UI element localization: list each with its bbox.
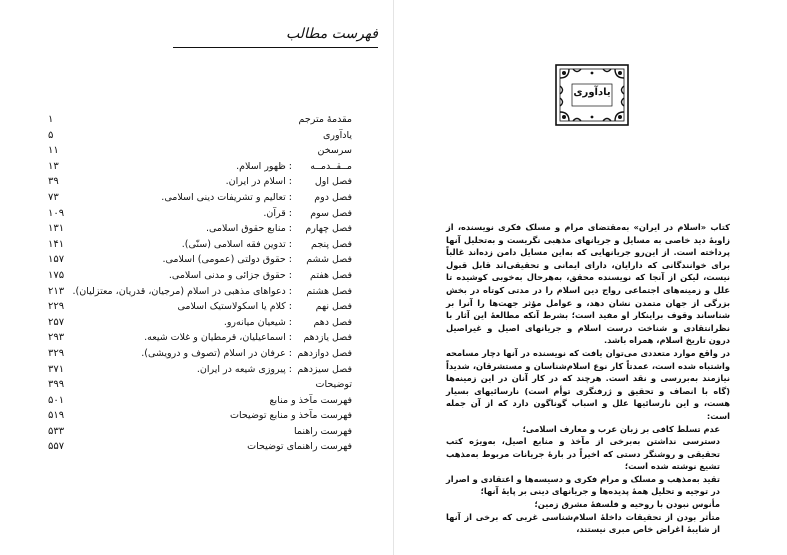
toc-chapter-title: : دعواهای مذهبی در اسلام (مرجیان، قدریان، معتزلیان). xyxy=(72,285,292,297)
toc-entry xyxy=(0,221,393,237)
toc-page-number: ۱۱ xyxy=(48,145,59,157)
toc-page-number: ۱۵۷ xyxy=(48,254,65,266)
toc-title: فهرست مآخذ و منابع xyxy=(269,394,352,406)
toc-chapter-label: فصل سیزدهم xyxy=(297,363,352,375)
paragraph: در واقع موارد متعددی می‌توان یافت که نویسنده در آنها دچار مسامحه واشتباه شده است، عمدتاً کار نوع اسلام‌شناسان و مستشرقان، شدیداً نیازمند به‌بررسی و نقد است. هرچند که در کار آنان در این زمینه‌ها (گاه با انصاف و تحقیق و ژرفنگری توأم است) نارسائیهای بسیار هست، و این نارسائیها علل و اسباب گوناگون دارد که از آن جمله است: xyxy=(446,347,730,421)
body-text xyxy=(446,221,730,536)
toc-chapter-label: فصل یازدهم xyxy=(303,332,352,344)
toc-entry xyxy=(0,190,393,206)
toc-page-number: ۳۹ xyxy=(48,176,59,188)
paragraph: تقید به‌مذهب و مسلک و مرام فکری و دسیسه‌ها و اعتقادی و اصرار در توجیه و تحلیل همهٔ پدیده‌ها و جریانهای دینی بر پایهٔ آنها؛ xyxy=(446,473,720,497)
paragraph: کتاب «اسلام در ایران» به‌مقتضای مرام و مسلک فکری نویسنده، از زاویهٔ دید خاصی به مسایل و جریانهای مذهبی نگریست و به‌تحلیل آنها پرداخته است. از این‌رو جریانهایی که به‌این مسایل دامن زده‌اند غالباً برای خوانندگانی که دارایان، دارای ایمانی و تحقیقی‌اند قابل قبول نیست، لیکن از آنجا که نویسنده محقق، به‌هرحال به‌خوبی کوشیده تا علل و زمینه‌های اجتماعی رواج دین اسلام را در مدتی کوتاه در بخش بزرگی از جهان متمدن نشان دهد، و عوامل مؤثر جهت‌ها را آنرا بر شناساند وقوف براینکار او مفید است؛ بشرط آنکه مطالعهٔ این آثار با نظرانتقادی و شناخت درست اسلام و جریانهای اصیل و غیراصیل درون تاریخ اسلام، همراه باشد. xyxy=(446,222,730,346)
toc-page-number: ۳۷۱ xyxy=(48,363,65,375)
toc-page-number: ۱۷۵ xyxy=(48,269,65,281)
toc-chapter-title: : کلام یا اسکولاستیک اسلامی xyxy=(177,301,292,313)
paragraph: متأثر بودن از تحقیقات داخلهٔ اسلام‌شناسی غربی که برخی از آنها از شایبهٔ اغراض خاص مبری نیستند، xyxy=(446,511,720,535)
toc-chapter-label: فصل چهارم xyxy=(305,223,352,235)
toc-chapter-label: فصل هشتم xyxy=(306,285,352,297)
toc-entry xyxy=(0,424,393,440)
toc-entry xyxy=(0,377,393,393)
toc-page-number: ۱۳۱ xyxy=(48,223,65,235)
toc-chapter-label: فصل دوم xyxy=(314,191,352,203)
toc-entry xyxy=(0,393,393,409)
toc-chapter-label: فصل دوازدهم xyxy=(297,347,352,359)
toc-page-number: ۱۳ xyxy=(48,160,59,172)
toc-page-number: ۳۲۹ xyxy=(48,347,65,359)
toc-chapter-label: فصل نهم xyxy=(315,301,352,313)
toc-page-number: ۲۹۳ xyxy=(48,332,65,344)
toc-entry xyxy=(0,159,393,175)
toc-title: فهرست راهنمای توضیحات xyxy=(247,441,352,453)
toc-chapter-title: : حقوق دولتی (عمومی) اسلامی. xyxy=(162,254,292,266)
toc-chapter-title: : منابع حقوق اسلامی. xyxy=(205,223,292,235)
toc-page-number: ۲۵۷ xyxy=(48,316,65,328)
paragraph: عدم تسلط کافی بر زبان عرب و معارف اسلامی؛ xyxy=(522,423,720,434)
toc-page-number: ۱۴۱ xyxy=(48,238,65,250)
intro-page xyxy=(394,0,787,555)
toc-page-number: ۵۰۱ xyxy=(48,394,65,406)
page-header: فهرست مطالب xyxy=(285,26,378,42)
toc-entry xyxy=(0,112,393,128)
section-title: یادآوری xyxy=(573,87,611,98)
toc-chapter-label: فصل ششم xyxy=(306,254,352,266)
toc-page-number: ۲۲۹ xyxy=(48,301,65,313)
toc-entry xyxy=(0,206,393,222)
toc-chapter-label: فصل دهم xyxy=(313,316,352,328)
paragraph: دسترسی نداشتن به‌برخی از مآخذ و منابع اصیل، به‌ویژه کتب تحقیقی و روشنگر دستی که اخیراً در بارهٔ جریانات مربوط به‌مذهب تشیع نوشته شده است؛ xyxy=(446,436,720,472)
toc-page-number: ۱۰۹ xyxy=(48,207,65,219)
toc-entry xyxy=(0,439,393,455)
toc-page-number: ۲۱۳ xyxy=(48,285,65,297)
toc-chapter-title: : اسماعیلیان، قرمطیان و غلات شیعه. xyxy=(144,332,292,344)
toc-chapter-label: فصل سوم xyxy=(310,207,352,219)
toc-chapter-label: فصل پنجم xyxy=(311,238,352,250)
toc-title: سرسخن xyxy=(317,145,352,157)
toc-entry xyxy=(0,128,393,144)
toc-page-number: ۵۱۹ xyxy=(48,410,65,422)
toc-entry xyxy=(0,362,393,378)
toc-chapter-title: : قرآن. xyxy=(263,207,292,219)
toc-page-number: ۱ xyxy=(48,114,54,125)
toc-page-number: ۵ xyxy=(48,129,54,141)
toc-chapter-title: : عرفان در اسلام (تصوف و درویشی). xyxy=(141,347,292,359)
toc-chapter-title: : تعالیم و تشریفات دینی اسلامی. xyxy=(161,191,292,203)
toc-page-number: ۷۳ xyxy=(48,191,59,203)
toc-chapter-title: : پیروزی شیعه در ایران. xyxy=(196,363,292,375)
toc-entry xyxy=(0,268,393,284)
ornamental-frame xyxy=(555,64,629,126)
toc-list xyxy=(0,112,393,455)
toc-title: یادآوری xyxy=(322,129,352,141)
toc-chapter-title: : تدوین فقه اسلامی (سنّی). xyxy=(181,238,292,250)
toc-entry xyxy=(0,143,393,159)
toc-entry xyxy=(0,174,393,190)
toc-page-number: ۵۵۷ xyxy=(48,441,65,453)
toc-entry xyxy=(0,237,393,253)
paragraph: مأنوس نبودن با روحیه و فلسفهٔ مشرق زمین؛ xyxy=(534,499,720,510)
toc-title: مقدمهٔ مترجم xyxy=(298,114,352,125)
toc-chapter-title: : اسلام در ایران. xyxy=(225,176,292,188)
toc-title: فهرست مآخذ و منابع توضیحات xyxy=(230,410,352,422)
toc-page-number: ۳۹۹ xyxy=(48,379,65,391)
toc-chapter-title: : شیعیان میانه‌رو. xyxy=(223,316,292,328)
toc-page-number: ۵۳۳ xyxy=(48,425,65,437)
toc-title: فهرست راهنما xyxy=(294,425,352,437)
header-rule xyxy=(173,47,378,48)
toc-entry xyxy=(0,284,393,300)
toc-entry xyxy=(0,315,393,331)
toc-entry xyxy=(0,346,393,362)
toc-chapter-label: فصل اول xyxy=(314,176,352,188)
toc-entry xyxy=(0,299,393,315)
toc-entry xyxy=(0,330,393,346)
toc-chapter-title: : حقوق جزائی و مدنی اسلامی. xyxy=(168,269,292,281)
toc-chapter-label: مــقــدمــه xyxy=(310,160,352,172)
toc-chapter-label: فصل هفتم xyxy=(310,269,352,281)
toc-chapter-title: : ظهور اسلام. xyxy=(236,160,292,172)
toc-title: توضیحات xyxy=(315,379,352,391)
toc-entry xyxy=(0,408,393,424)
toc-entry xyxy=(0,252,393,268)
